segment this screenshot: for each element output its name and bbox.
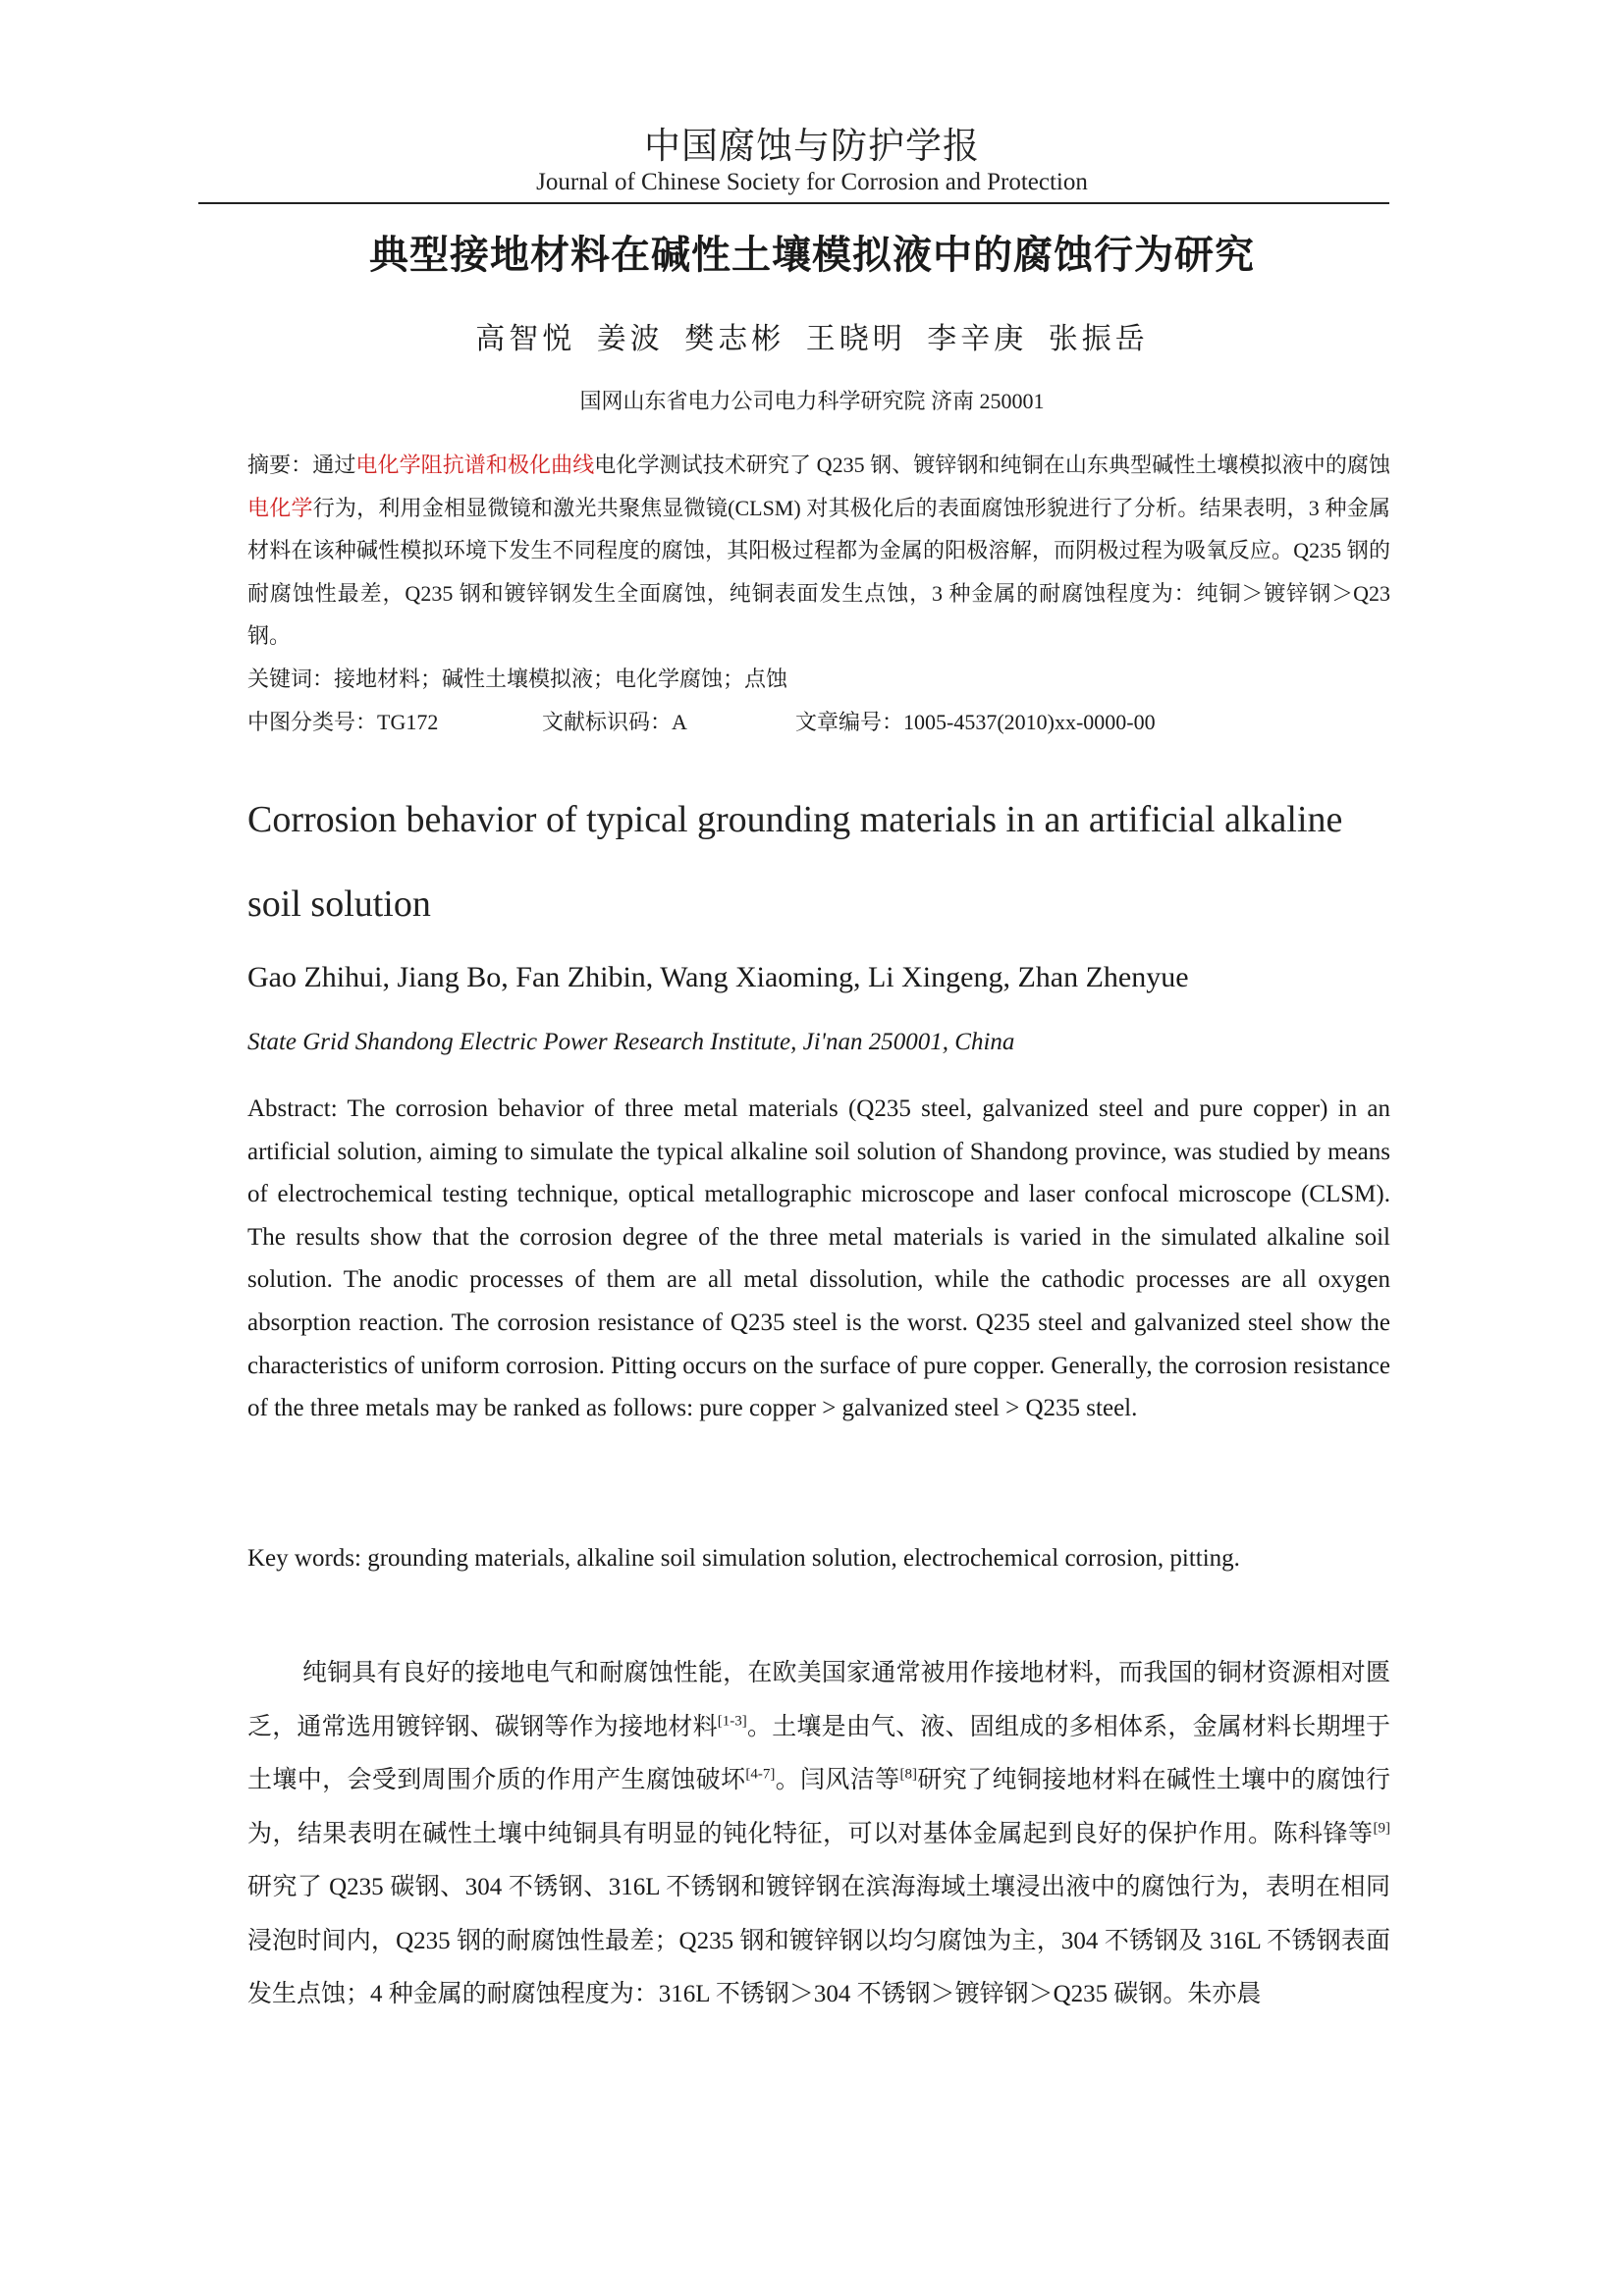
citation-ref: [4-7] — [745, 1766, 776, 1783]
abstract-cn-text-3: 行为，利用金相显微镜和激光共聚焦显微镜(CLSM) 对其极化后的表面腐蚀形貌进行了分析。结果表明，3 种金属材料在该种碱性模拟环境下发生不同程度的腐蚀，其阳极过程都为金属的阳极溶解，而阴极过程为吸氧反应。Q235 钢的耐腐蚀性最差，Q235 钢和镀锌钢发生全面腐蚀，纯铜表面发生点蚀，3 种金属的耐腐蚀程度为：纯铜＞镀锌钢＞Q23 钢。 — [247, 495, 1390, 648]
document-code: 文献标识码：A — [542, 710, 687, 734]
abstract-cn-label: 摘要：通过 — [247, 453, 356, 477]
abstract-cn-text-2: 电化学测试技术研究了 Q235 钢、镀锌钢和纯铜在山东典型碱性土壤模拟液中的腐蚀 — [594, 453, 1390, 477]
body-text: 纯铜具有良好的接地电气和耐腐蚀性能，在欧美国家通常被用作接地材料，而我国的铜材资源相对匮乏，通常选用镀锌钢、碳钢等作为接地材料 — [247, 1660, 1390, 1740]
journal-name-cn: 中国腐蚀与防护学报 — [644, 127, 980, 167]
keywords-cn: 关键词：接地材料；碱性土壤模拟液；电化学腐蚀；点蚀 — [247, 667, 788, 691]
header-rule — [198, 202, 1389, 204]
body-paragraph — [247, 1647, 1390, 2022]
authors-en: Gao Zhihui, Jiang Bo, Fan Zhibin, Wang Xiaoming, Li Xingeng, Zhan Zhenyue — [247, 961, 1189, 993]
body-text: 研究了纯铜接地材料在碱性土壤中的腐蚀行为，结果表明在碱性土壤中纯铜具有明显的钝化特征，可以对基体金属起到良好的保护作用。陈科锋等 — [247, 1767, 1390, 1847]
clc-number: 中图分类号：TG172 — [247, 710, 439, 734]
keywords-en: Key words: grounding materials, alkaline soil simulation solution, electrochemical corrosion, pitting. — [247, 1545, 1240, 1572]
affiliation-cn: 国网山东省电力公司电力科学研究院 济南 250001 — [579, 389, 1045, 413]
affiliation-en: State Grid Shandong Electric Power Research Institute, Ji'nan 250001, China — [247, 1029, 1015, 1055]
abstract-cn — [247, 444, 1390, 658]
abstract-cn-highlight-1: 电化学阻抗谱和极化曲线 — [355, 453, 595, 477]
body-text: 。土壤是由气、液、固组成的多相体系，金属材料长期埋于土壤中，会受到周围介质的作用产生腐蚀破坏 — [247, 1713, 1390, 1793]
abstract-en: Abstract: The corrosion behavior of three metal materials (Q235 steel, galvanized steel and pure copper) in an artificial solution, aiming to simulate the typical alkaline soil solution of Shandong province, was studied by means of electrochemical testing technique, optical metallographic microscope and laser confocal microscope (CLSM). The results show that the corrosion degree of the three metal materials is varied in the simulated alkaline soil solution. The anodic processes of them are all metal dissolution, while the cathodic processes are all oxygen absorption reaction. The corrosion resistance of Q235 steel is the worst. Q235 steel and galvanized steel show the characteristics of uniform corrosion. Pitting occurs on the surface of pure copper. Generally, the corrosion resistance of the three metals may be ranked as follows: pure copper > galvanized steel > Q235 steel. — [247, 1095, 1390, 1422]
authors-cn: 高智悦 姜波 樊志彬 王晓明 李辛庚 张振岳 — [475, 323, 1149, 355]
citation-ref: [8] — [899, 1766, 918, 1783]
body-text: 。闫风洁等 — [775, 1767, 900, 1793]
abstract-cn-highlight-2: 电化学 — [247, 495, 313, 520]
article-number: 文章编号：1005-4537(2010)xx-0000-00 — [795, 710, 1156, 734]
classification-row — [247, 703, 1390, 742]
citation-ref: [9] — [1373, 1820, 1390, 1837]
body-text: 研究了 Q235 碳钢、304 不锈钢、316L 不锈钢和镀锌钢在滨海海域土壤浸出液中的腐蚀行为，表明在相同浸泡时间内，Q235 钢的耐腐蚀性最差；Q235 钢和镀锌钢以均匀腐蚀为主，304 不锈钢及 316L 不锈钢表面发生点蚀；4 种金属的耐腐蚀程度为：316L 不锈钢＞304 不锈钢＞镀锌钢＞Q235 碳钢。朱亦晨 — [247, 1874, 1390, 2007]
citation-ref: [1-3] — [717, 1713, 747, 1730]
article-title-cn: 典型接地材料在碱性土壤模拟液中的腐蚀行为研究 — [369, 233, 1255, 277]
journal-name-en: Journal of Chinese Society for Corrosion and Protection — [536, 169, 1088, 195]
article-title-en: Corrosion behavior of typical grounding materials in an artificial alkaline soil solution — [247, 799, 1343, 925]
